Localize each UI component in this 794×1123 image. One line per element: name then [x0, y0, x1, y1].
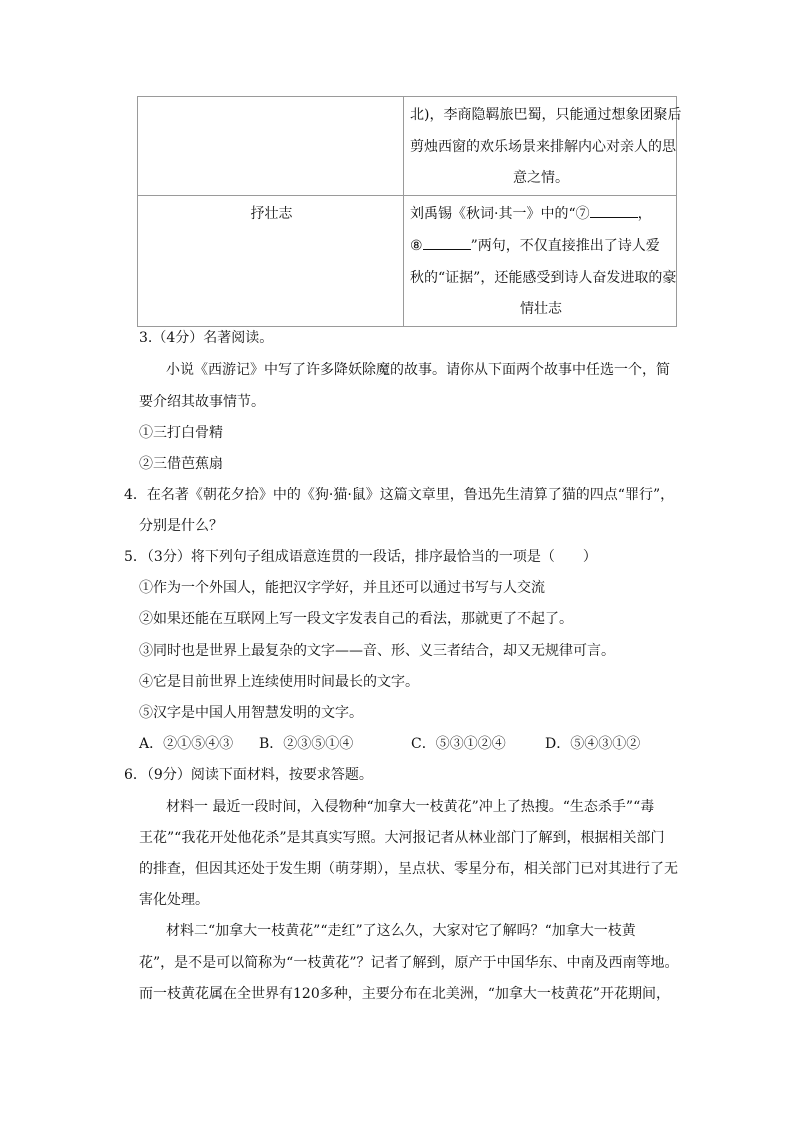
table-cell-analysis [404, 196, 677, 327]
table-row [138, 97, 677, 196]
choice-c[interactable]: C．⑤③①②④ [411, 736, 506, 752]
cell-line: ⑧ ”两句，不仅直接推出了诗人爱 [410, 231, 672, 263]
cell-line: 情壮志 [520, 301, 562, 318]
table-row [138, 196, 677, 327]
cell-line: 秋的“证据”，还能感受到诗人奋发进取的豪 [410, 269, 677, 286]
material-1-line: 的排查，但因其还处于发生期（萌芽期），呈点状、零星分布，相关部门已对其进行了无 [139, 861, 678, 877]
choice-d[interactable]: D．⑤④③①② [545, 736, 641, 752]
poetry-table [137, 96, 682, 327]
fill-in-blank-7[interactable] [590, 202, 638, 218]
question-3-text: 要介绍其故事情节。 [139, 394, 265, 410]
question-4-text: 4．在名著《朝花夕拾》中的《狗·猫·鼠》这篇文章里，鲁迅先生清算了猫的四点“罪行”， [124, 487, 675, 503]
question-5-title: 5．（3分）将下列句子组成语意连贯的一段话，排序最恰当的一项是（ ） [124, 549, 597, 565]
question-5-sentence: ⑤汉字是中国人用智慧发明的文字。 [139, 705, 363, 721]
table-cell-category: 抒壮志 [138, 196, 404, 327]
choice-b[interactable]: B．②③⑤①④ [259, 736, 354, 752]
table-cell-category [138, 97, 404, 196]
cell-line: 北)，李商隐羁旅巴蜀，只能通过想象团聚后 [410, 107, 682, 123]
material-2-line: 花”，是不是可以简称为“一枝黄花”？记者了解到，原产于中国华东、中南及西南等地。 [139, 955, 679, 971]
question-4-text: 分别是什么？ [139, 518, 223, 534]
material-2-line: 而一枝黄花属在全世界有120多种，主要分布在北美洲，“加拿大一枝黄花”开花期间， [139, 986, 671, 1002]
cell-line: 剪烛西窗的欢乐场景来排解内心对亲人的思 [410, 138, 676, 155]
question-5-sentence: ①作为一个外国人，能把汉字学好，并且还可以通过书写与人交流 [139, 580, 545, 596]
material-2-line: 材料二“加拿大一枝黄花”“走红”了这么久，大家对它了解吗？“加拿大一枝黄 [166, 923, 636, 939]
fill-in-blank-8[interactable] [423, 234, 471, 250]
cell-line: 刘禹锡《秋词·其一》中的“⑦ ， [410, 199, 672, 231]
choice-a[interactable]: A．②①⑤④③ [139, 736, 234, 752]
cell-line: 意之情。 [513, 170, 569, 187]
question-3-title: 3.（4分）名著阅读。 [139, 330, 274, 346]
material-1-line: 材料一 最近一段时间，入侵物种“加拿大一枝黄花”冲上了热搜。“生态杀手”“毒 [166, 799, 655, 815]
question-6-title: 6．（9分）阅读下面材料，按要求答题。 [124, 767, 373, 783]
question-5-sentence: ③同时也是世界上最复杂的文字——音、形、义三者结合，却又无规律可言。 [139, 643, 615, 659]
material-1-line: 王花”“我花开处他花杀”是其真实写照。大河报记者从林业部门了解到，根据相关部门 [139, 830, 665, 846]
question-5-sentence: ②如果还能在互联网上写一段文字发表自己的看法，那就更了不起了。 [139, 611, 573, 627]
table-cell-analysis [404, 97, 682, 196]
material-1-line: 害化处理。 [139, 892, 209, 908]
question-5-sentence: ④它是目前世界上连续使用时间最长的文字。 [139, 674, 419, 690]
question-3-text: 小说《西游记》中写了许多降妖除魔的故事。请你从下面两个故事中任选一个，简 [166, 362, 670, 378]
question-3-option: ②三借芭蕉扇 [139, 456, 223, 472]
question-3-option: ①三打白骨精 [139, 425, 223, 441]
